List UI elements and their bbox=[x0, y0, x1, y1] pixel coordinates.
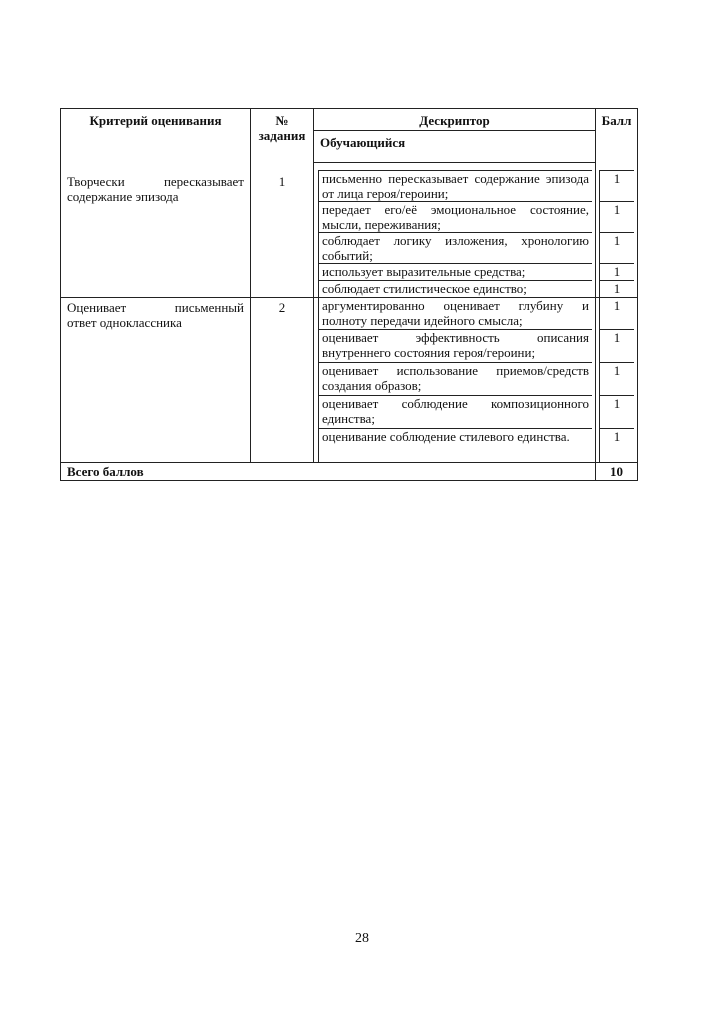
criterion-word: Оценивает bbox=[67, 299, 127, 315]
total-label: Всего баллов bbox=[61, 462, 596, 480]
header-descriptor-sub: Обучающийся bbox=[314, 131, 596, 163]
page-number: 28 bbox=[355, 931, 369, 946]
header-task-number bbox=[251, 109, 314, 163]
descriptor-item: оценивает соблюдение композиционного единства; bbox=[318, 396, 592, 429]
criterion-cell bbox=[61, 297, 251, 462]
header-score: Балл bbox=[596, 109, 638, 163]
header-descriptor: Дескриптор bbox=[314, 109, 596, 131]
descriptor-item: соблюдает логику изложения, хронологию событий; bbox=[318, 233, 592, 264]
score-list-cell bbox=[596, 297, 638, 462]
header-task-number-line1: № bbox=[275, 113, 289, 128]
score-item: 1 bbox=[599, 202, 634, 233]
descriptor-item: оценивает использование приемов/средств создания образов; bbox=[318, 363, 592, 396]
score-item: 1 bbox=[599, 429, 634, 462]
descriptor-item: оценивание соблюдение стилевого единства. bbox=[318, 429, 592, 462]
criterion-word: письменный bbox=[174, 299, 244, 315]
descriptor-item: соблюдает стилистическое единство; bbox=[318, 281, 592, 297]
score-item: 1 bbox=[599, 170, 634, 202]
criterion-line: содержание эпизода bbox=[67, 188, 179, 204]
criterion-cell bbox=[61, 170, 251, 298]
table-row bbox=[61, 170, 638, 298]
table-row bbox=[61, 297, 638, 462]
score-item: 1 bbox=[599, 264, 634, 281]
total-score: 10 bbox=[596, 462, 638, 480]
task-number-cell: 2 bbox=[251, 297, 314, 462]
descriptor-item: письменно пересказывает содержание эпизода от лица героя/героини; bbox=[318, 170, 592, 202]
criterion-word: пересказывает bbox=[163, 173, 244, 189]
spacer-row bbox=[61, 163, 638, 170]
criterion-line: ответ одноклассника bbox=[67, 314, 182, 330]
score-item: 1 bbox=[599, 396, 634, 429]
descriptor-item: оценивает эффективность описания внутреннего состояния героя/героини; bbox=[318, 330, 592, 363]
descriptor-item: аргументированно оценивает глубину и полноту передачи идейного смысла; bbox=[318, 298, 592, 330]
header-task-number-line2: задания bbox=[258, 128, 306, 143]
score-item: 1 bbox=[599, 281, 634, 297]
descriptor-list-cell bbox=[314, 297, 596, 462]
score-item: 1 bbox=[599, 233, 634, 264]
table-header-row bbox=[61, 109, 638, 131]
score-item: 1 bbox=[599, 298, 634, 330]
descriptor-item: использует выразительные средства; bbox=[318, 264, 592, 281]
score-item: 1 bbox=[599, 330, 634, 363]
descriptor-item: передает его/её эмоциональное состояние, мысли, переживания; bbox=[318, 202, 592, 233]
total-row bbox=[61, 462, 638, 480]
header-criterion: Критерий оценивания bbox=[61, 109, 251, 163]
task-number-cell: 1 bbox=[251, 170, 314, 298]
descriptor-list-cell bbox=[314, 170, 596, 298]
score-item: 1 bbox=[599, 363, 634, 396]
assessment-rubric-table bbox=[60, 108, 638, 481]
criterion-word: Творчески bbox=[67, 173, 125, 189]
score-list-cell bbox=[596, 170, 638, 298]
